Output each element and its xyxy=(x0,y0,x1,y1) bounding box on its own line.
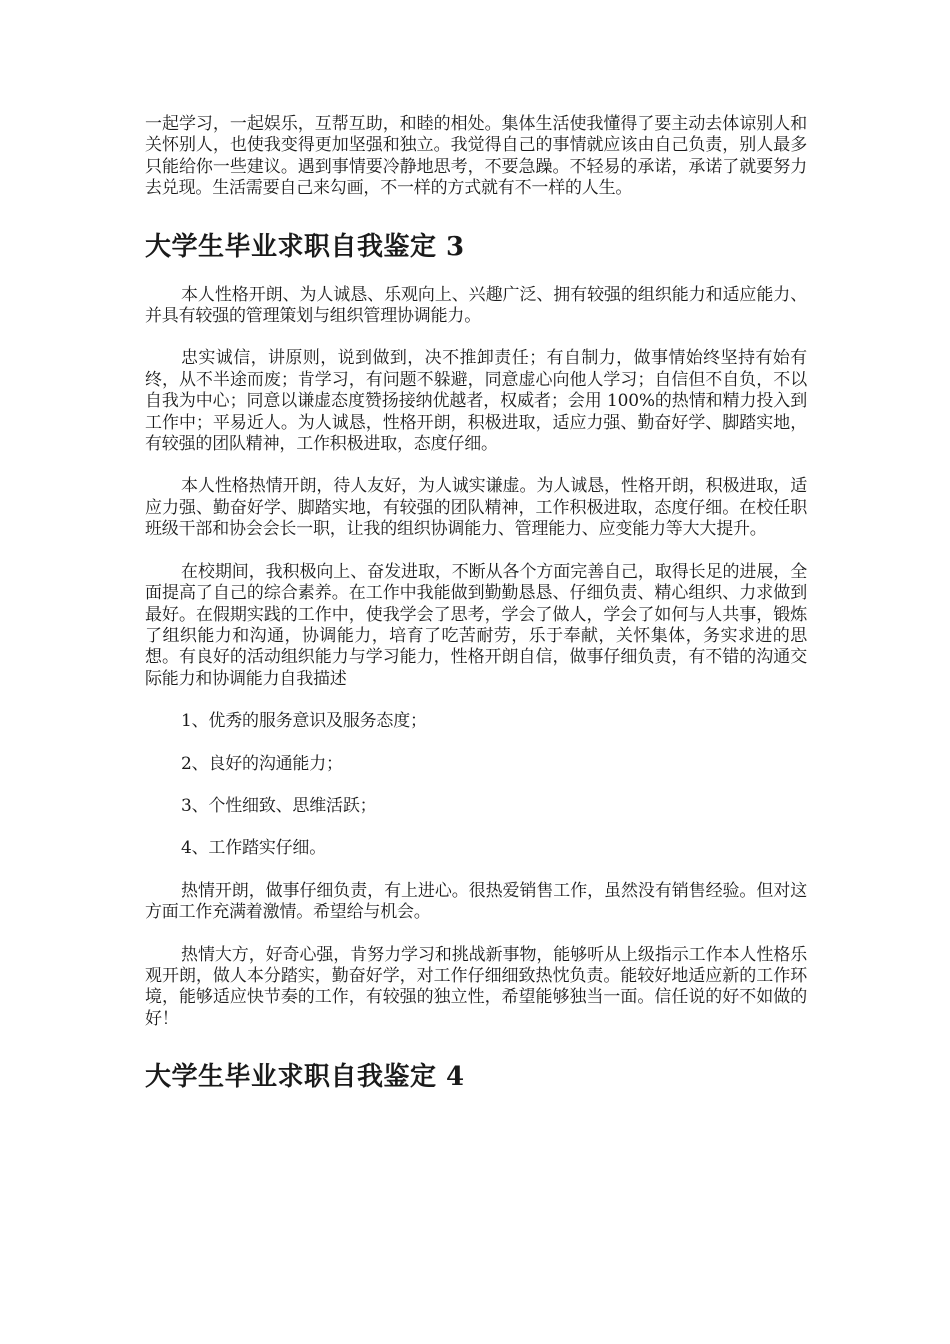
section-3-paragraph-5: 热情开朗，做事仔细负责，有上进心。很热爱销售工作，虽然没有销售经验。但对这方面工作充满着激情。希望给与机会。 xyxy=(145,880,807,923)
section-3-paragraph-6: 热情大方，好奇心强，肯努力学习和挑战新事物，能够听从上级指示工作本人性格乐观开朗，做人本分踏实，勤奋好学，对工作仔细细致热忱负责。能较好地适应新的工作环境，能够适应快节奏的工作，有较强的独立性，希望能够独当一面。信任说的好不如做的好！ xyxy=(145,944,807,1029)
section-4-heading: 大学生毕业求职自我鉴定 4 xyxy=(145,1062,465,1093)
section-3-paragraph-1: 本人性格开朗、为人诚恳、乐观向上、兴趣广泛、拥有较强的组织能力和适应能力、并具有较强的管理策划与组织管理协调能力。 xyxy=(145,284,807,327)
list-item-4: 4、工作踏实仔细。 xyxy=(181,838,327,859)
section-3-heading: 大学生毕业求职自我鉴定 3 xyxy=(145,231,465,262)
document-page xyxy=(145,114,807,1094)
list-item-2: 2、良好的沟通能力； xyxy=(181,753,343,774)
intro-paragraph: 一起学习，一起娱乐，互帮互助，和睦的相处。集体生活使我懂得了要主动去体谅别人和关怀别人，也使我变得更加坚强和独立。我觉得自己的事情就应该由自己负责，别人最多只能给你一些建议。遇到事情要冷静地思考，不要急躁。不轻易的承诺，承诺了就要努力去兑现。生活需要自己来勾画，不一样的方式就有不一样的人生。 xyxy=(145,114,807,199)
list-item-3: 3、个性细致、思维活跃； xyxy=(181,795,377,816)
section-3-paragraph-4: 在校期间，我积极向上、奋发进取，不断从各个方面完善自己，取得长足的进展，全面提高了自己的综合素养。在工作中我能做到勤勤恳恳、仔细负责、精心组织、力求做到最好。在假期实践的工作中，使我学会了思考，学会了做人，学会了如何与人共事，锻炼了组织能力和沟通，协调能力，培育了吃苦耐劳，乐于奉献，关怀集体，务实求进的思想。有良好的活动组织能力与学习能力，性格开朗自信，做事仔细负责，有不错的沟通交际能力和协调能力自我描述 xyxy=(145,561,807,689)
list-item-1: 1、优秀的服务意识及服务态度； xyxy=(181,711,427,732)
section-3-paragraph-2: 忠实诚信，讲原则，说到做到，决不推卸责任；有自制力，做事情始终坚持有始有终，从不半途而废；肯学习，有问题不躲避，同意虚心向他人学习；自信但不自负，不以自我为中心；同意以谦虚态度赞扬接纳优越者，权威者；会用 100%的热情和精力投入到工作中；平易近人。为人诚恳，性格开朗，积极进取，适应力强、勤奋好学、脚踏实地，有较强的团队精神，工作积极进取，态度仔细。 xyxy=(145,348,807,455)
section-3-paragraph-3: 本人性格热情开朗，待人友好，为人诚实谦虚。为人诚恳，性格开朗，积极进取，适应力强、勤奋好学、脚踏实地，有较强的团队精神，工作积极进取，态度仔细。在校任职班级干部和协会会长一职，让我的组织协调能力、管理能力、应变能力等大大提升。 xyxy=(145,476,807,540)
